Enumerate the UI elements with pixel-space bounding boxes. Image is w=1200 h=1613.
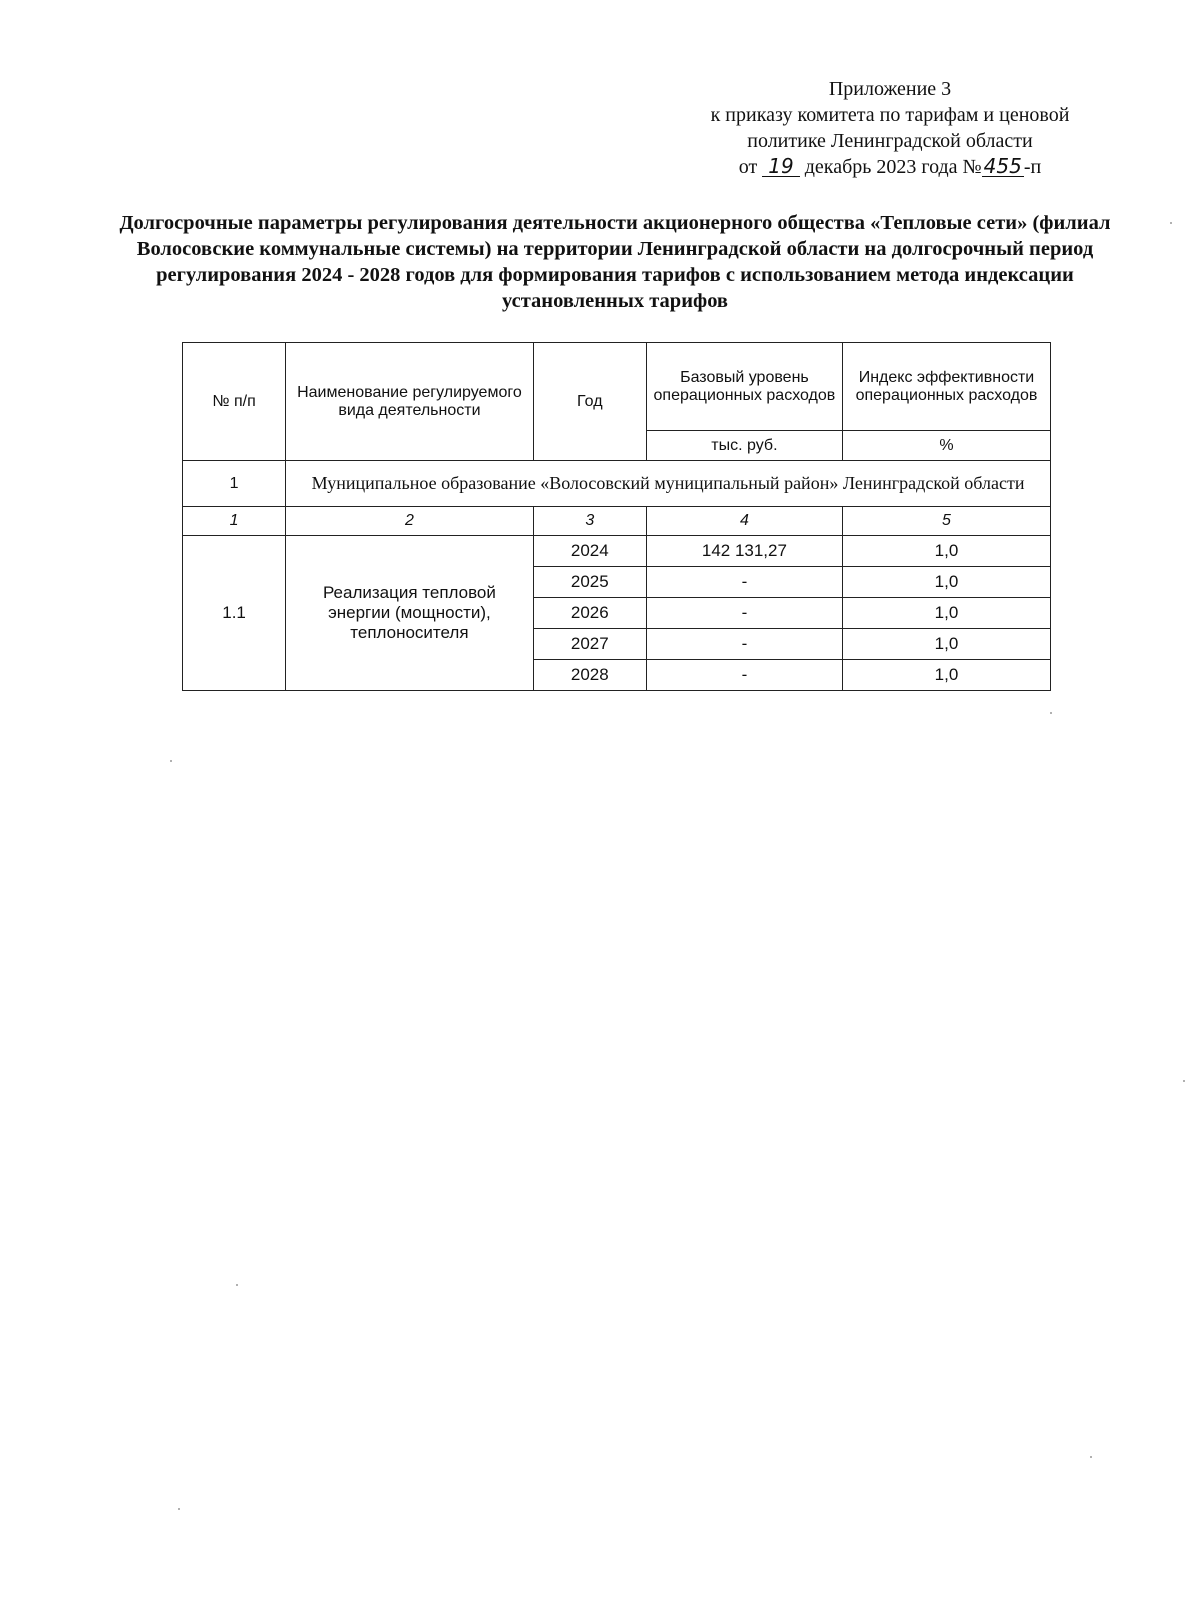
scan-speck: [1183, 1080, 1185, 1082]
column-number: 3: [533, 507, 646, 536]
row-efficiency-index: 1,0: [842, 598, 1050, 629]
scan-speck: [170, 760, 172, 762]
table-header-row: [183, 343, 1051, 431]
column-number: 2: [286, 507, 534, 536]
appendix-order-ref: к приказу комитета по тарифам и ценовой: [710, 104, 1070, 126]
scan-speck: [1170, 222, 1172, 224]
handwritten-day: 19: [762, 156, 799, 177]
row-year: 2027: [533, 629, 646, 660]
row-year: 2026: [533, 598, 646, 629]
column-number: 4: [646, 507, 842, 536]
header-base-level: Базовый уровень операционных расходов: [646, 343, 842, 431]
scan-speck: [178, 1508, 180, 1510]
appendix-header: [650, 76, 1130, 180]
municipality-name: Муниципальное образование «Волосовский муниципальный район» Ленинградской области: [286, 461, 1051, 507]
row-year: 2025: [533, 567, 646, 598]
row-base-level: -: [646, 598, 842, 629]
unit-base: тыс. руб.: [646, 431, 842, 461]
appendix-title: Приложение 3: [828, 78, 952, 100]
row-base-level: 142 131,27: [646, 536, 842, 567]
date-middle: декабрь 2023 года №: [804, 156, 982, 178]
row-year: 2028: [533, 660, 646, 691]
header-year: Год: [533, 343, 646, 461]
activity-name: Реализация тепловой энергии (мощности), теплоносителя: [286, 536, 534, 691]
row-efficiency-index: 1,0: [842, 660, 1050, 691]
municipality-row: [183, 461, 1051, 507]
document-title: Долгосрочные параметры регулирования деятельности акционерного общества «Тепловые сети» (филиал Волосовские коммунальные системы) на территории Ленинградской области на долгосрочный период регулирования 2024 - 2028 годов для формирования тарифов с использованием метода индексации установленных тарифов: [119, 212, 1111, 312]
scan-speck: [236, 1284, 238, 1286]
header-efficiency-index: Индекс эффективности операционных расходов: [842, 343, 1050, 431]
column-number: 5: [842, 507, 1050, 536]
date-prefix: от: [738, 156, 758, 178]
municipality-num: 1: [183, 461, 286, 507]
column-number: 1: [183, 507, 286, 536]
row-year: 2024: [533, 536, 646, 567]
unit-index: %: [842, 431, 1050, 461]
row-efficiency-index: 1,0: [842, 567, 1050, 598]
parameters-table: [182, 342, 1051, 691]
number-suffix: -п: [1023, 156, 1042, 178]
activity-num: 1.1: [183, 536, 286, 691]
appendix-date-line: [650, 154, 1130, 180]
row-efficiency-index: 1,0: [842, 536, 1050, 567]
appendix-committee: политике Ленинградской области: [747, 130, 1033, 152]
row-efficiency-index: 1,0: [842, 629, 1050, 660]
row-base-level: -: [646, 567, 842, 598]
table-row: [183, 536, 1051, 567]
row-base-level: -: [646, 629, 842, 660]
handwritten-order-number: 455: [983, 154, 1022, 178]
scan-speck: [1050, 712, 1052, 714]
scan-speck: [1090, 1456, 1092, 1458]
header-num: № п/п: [183, 343, 286, 461]
header-activity-name: Наименование регулируемого вида деятельности: [286, 343, 534, 461]
column-numbers-row: [183, 507, 1051, 536]
row-base-level: -: [646, 660, 842, 691]
